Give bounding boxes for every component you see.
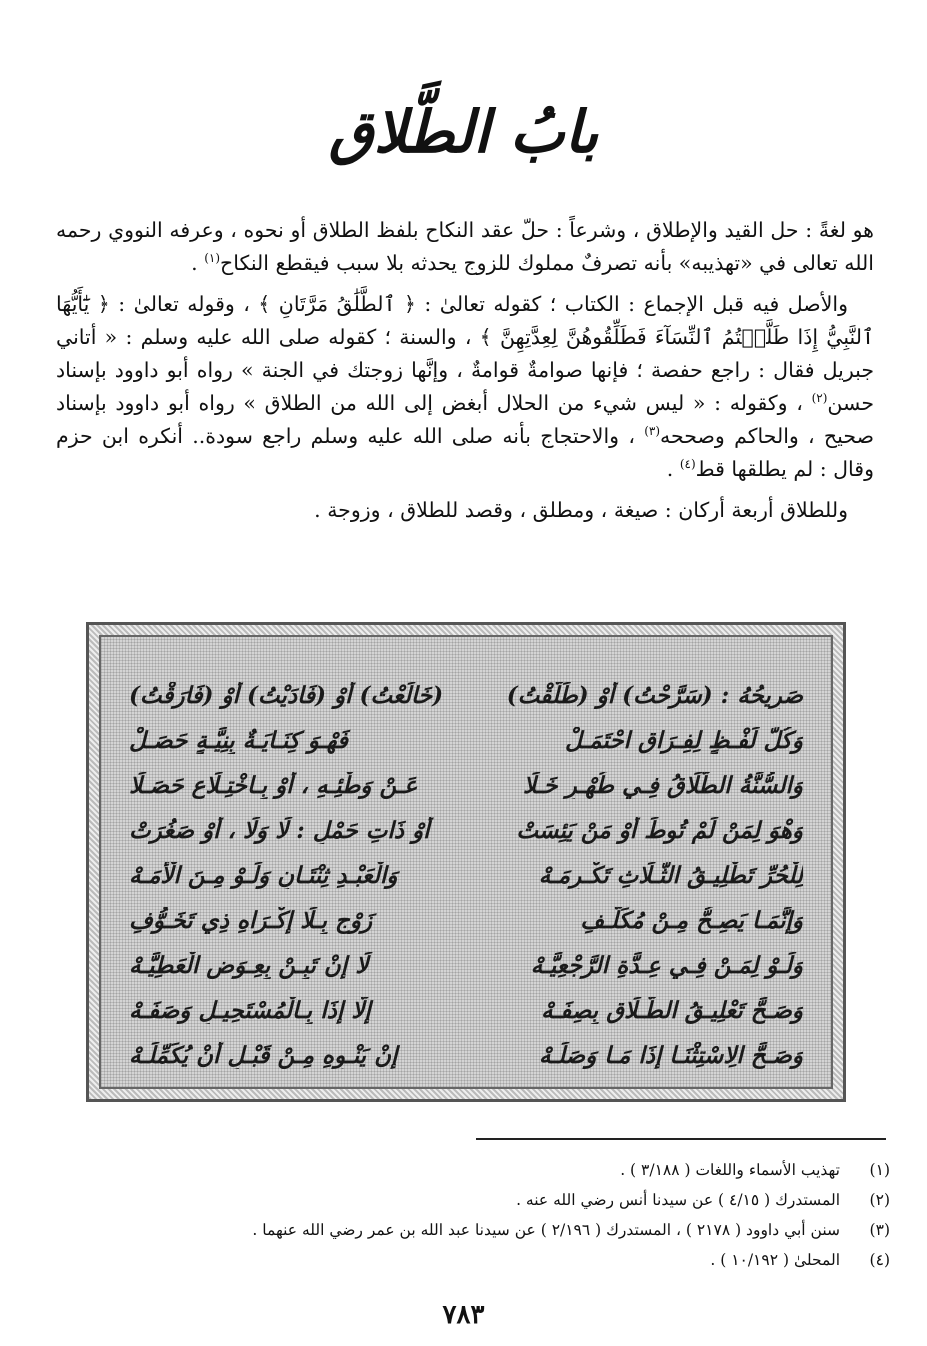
paragraph-pillars: وللطلاق أربعة أركان : صيغة ، ومطلق ، وقصد للطلاق ، وزوجة . xyxy=(314,498,848,522)
footnote-ref[interactable]: (٤) xyxy=(679,457,696,472)
verse-first-half: وَلَـوْ لِمَـنْ فِـي عِـدَّةِ الرَّجْعِيَّـهْ xyxy=(530,952,803,979)
footnote-number: (٢) xyxy=(869,1191,890,1209)
verse-second-half: عَـنْ وَطْئِـهِ ، أَوْ بِـاخْتِـلَاعٍ حَصَـلَا xyxy=(129,772,418,799)
verse-second-half: إِنْ يَنْـوِهِ مِـنْ قَبْـلِ أَنْ يُكَمِّلَـهْ xyxy=(129,1042,398,1069)
poem-verse xyxy=(129,853,803,898)
page-number: ٧٨٣ xyxy=(442,1300,485,1330)
verse-first-half: صَرِيحُهُ : (سَرَّحْتُ) أَوْ (طَلَّقْتُ) xyxy=(506,682,803,709)
footnote-number: (٤) xyxy=(869,1251,890,1269)
verse-second-half: إِلَّا إِذَا بِـالْمُسْتَحِيـلِ وَصَفَـهْ xyxy=(129,997,371,1024)
poem-verse xyxy=(129,718,803,763)
poem-verse xyxy=(129,943,803,988)
paragraph-text: هو لغةً : حل القيد والإطلاق ، وشرعاً : حلّ عقد النكاح بلفظ الطلاق أو نحوه ، وعرفه النووي رحمه الله تعالى في «تهذيبه» بأنه تصرفٌ مملوك للزوج يحدثه بلا سبب فيقطع النكاح xyxy=(56,218,874,275)
footnote-text: المحلىٰ ( ١٠/١٩٢ ) . xyxy=(710,1251,840,1269)
footnote xyxy=(200,1185,890,1215)
verse-second-half: (خَالَعْتُ) أَوْ (فَادَيْتُ) أَوْ (فَارَقْتُ) xyxy=(129,682,444,709)
paragraph-text: والأصل فيه قبل الإجماع : الكتاب ؛ كقوله تعالىٰ : ﴿ ٱلطَّلَٰقُ مَرَّتَانِ ﴾ ، وقوله تعالىٰ : ﴿ يَٰٓأَيُّهَا ٱلنَّبِيُّ إِذَا طَلَّقۡتُمُ ٱلنِّسَآءَ فَطَلِّقُوهُنَّ لِعِدَّتِهِنَّ ﴾ ، والسنة ؛ كقوله صلى الله عليه وسلم : « أتاني جبريل فقال : راجع حفصة ؛ فإنها صوامةٌ قوامةٌ ، وإنَّها زوجتك في الجنة » رواه أبو داوود بإسناد حسن xyxy=(56,292,874,415)
paragraph-definition xyxy=(56,214,874,280)
poem-verse xyxy=(129,673,803,718)
footnote-ref[interactable]: (١) xyxy=(204,251,221,266)
poem-box xyxy=(99,635,833,1089)
verse-first-half: وَصَـحَّ تَعْلِيـقُ الطَّـلَاقِ بِصِفَـهْ xyxy=(541,997,803,1024)
footnote-text: سنن أبي داوود ( ٢١٧٨ ) ، المستدرك ( ٢/١٩٦ ) عن سيدنا عبد الله بن عمر رضي الله عنهما . xyxy=(252,1221,840,1239)
verse-second-half: أَوْ ذَاتِ حَمْلٍ : لَا وَلَا ، أَوْ صَغُرَتْ xyxy=(129,817,430,844)
verse-first-half: وَكُلُّ لَفْـظٍ لِفِـرَاقٍ احْتَمَـلْ xyxy=(564,727,803,754)
poem-verse xyxy=(129,1033,803,1078)
verse-first-half: لِلْحُرِّ تَطْلِيـقُ الثَّـلَاثِ تَكْـرِمَـهْ xyxy=(538,862,803,889)
footnote xyxy=(200,1215,890,1245)
footnote xyxy=(200,1155,890,1185)
verse-second-half: وَالْعَبْـدِ ثِنْتَـانِ وَلَـوْ مِـنَ الْأَمَـهْ xyxy=(129,862,398,889)
verse-second-half: لَا إِنْ تَبِـنْ بِعِـوَضِ الْعَطِيَّـهْ xyxy=(129,952,369,979)
paragraph-evidence xyxy=(56,288,874,486)
footnote-text: تهذيب الأسماء واللغات ( ٣/١٨٨ ) . xyxy=(620,1161,840,1179)
poem-verse xyxy=(129,988,803,1033)
verse-second-half: فَهْـوَ كِنَـايَـةٌ بِنِيَّـةٍ حَصَـلْ xyxy=(129,727,349,754)
poem-frame xyxy=(86,622,846,1102)
verse-first-half: وَالسُّنَّةُ الطَّلَاقُ فِـي طُهْـرٍ خَـلَا xyxy=(522,772,803,799)
body-text xyxy=(56,214,874,527)
poem-verse xyxy=(129,808,803,853)
footnote xyxy=(200,1245,890,1275)
footnotes xyxy=(200,1155,890,1275)
verse-first-half: وَصَـحَّ الِاسْتِثْنَـا إِذَا مَـا وَصَلَـهْ xyxy=(538,1042,803,1069)
paragraph-end: . xyxy=(191,251,198,275)
paragraph-text: ، وكقوله : « ليس شيء من الحلال أبغض إلى الله من الطلاق » رواه أبو داوود بإسناد صحيح ، والحاكم وصححه xyxy=(56,391,874,448)
verse-first-half: وَإِنَّمَـا يَصِـحُّ مِـنْ مُكَلَّـفِ xyxy=(580,907,803,934)
footnote-number: (١) xyxy=(869,1161,890,1179)
paragraph-end: . xyxy=(666,457,674,481)
footnote-number: (٣) xyxy=(869,1221,890,1239)
footnote-divider xyxy=(476,1138,886,1140)
chapter-title: بابُ الطَّلاق xyxy=(328,98,599,166)
poem-verse xyxy=(129,898,803,943)
footnote-text: المستدرك ( ٤/١٥ ) عن سيدنا أنس رضي الله عنه . xyxy=(516,1191,840,1209)
poem-verse xyxy=(129,763,803,808)
footnote-ref[interactable]: (٢) xyxy=(811,391,828,406)
paragraph-text: ، والاحتجاج بأنه صلى الله عليه وسلم راجع سودة.. أنكره ابن حزم وقال : لم يطلقها قط xyxy=(56,424,874,481)
verse-second-half: زَوْجٍ بِـلَا إِكْـرَاهِ ذِي تَخَـوُّفِ xyxy=(129,907,373,934)
footnote-ref[interactable]: (٣) xyxy=(644,424,661,439)
verse-first-half: وَهْوَ لِمَنْ لَمْ تُوطَ أَوْ مَنْ يَئِسَتْ xyxy=(516,817,803,844)
